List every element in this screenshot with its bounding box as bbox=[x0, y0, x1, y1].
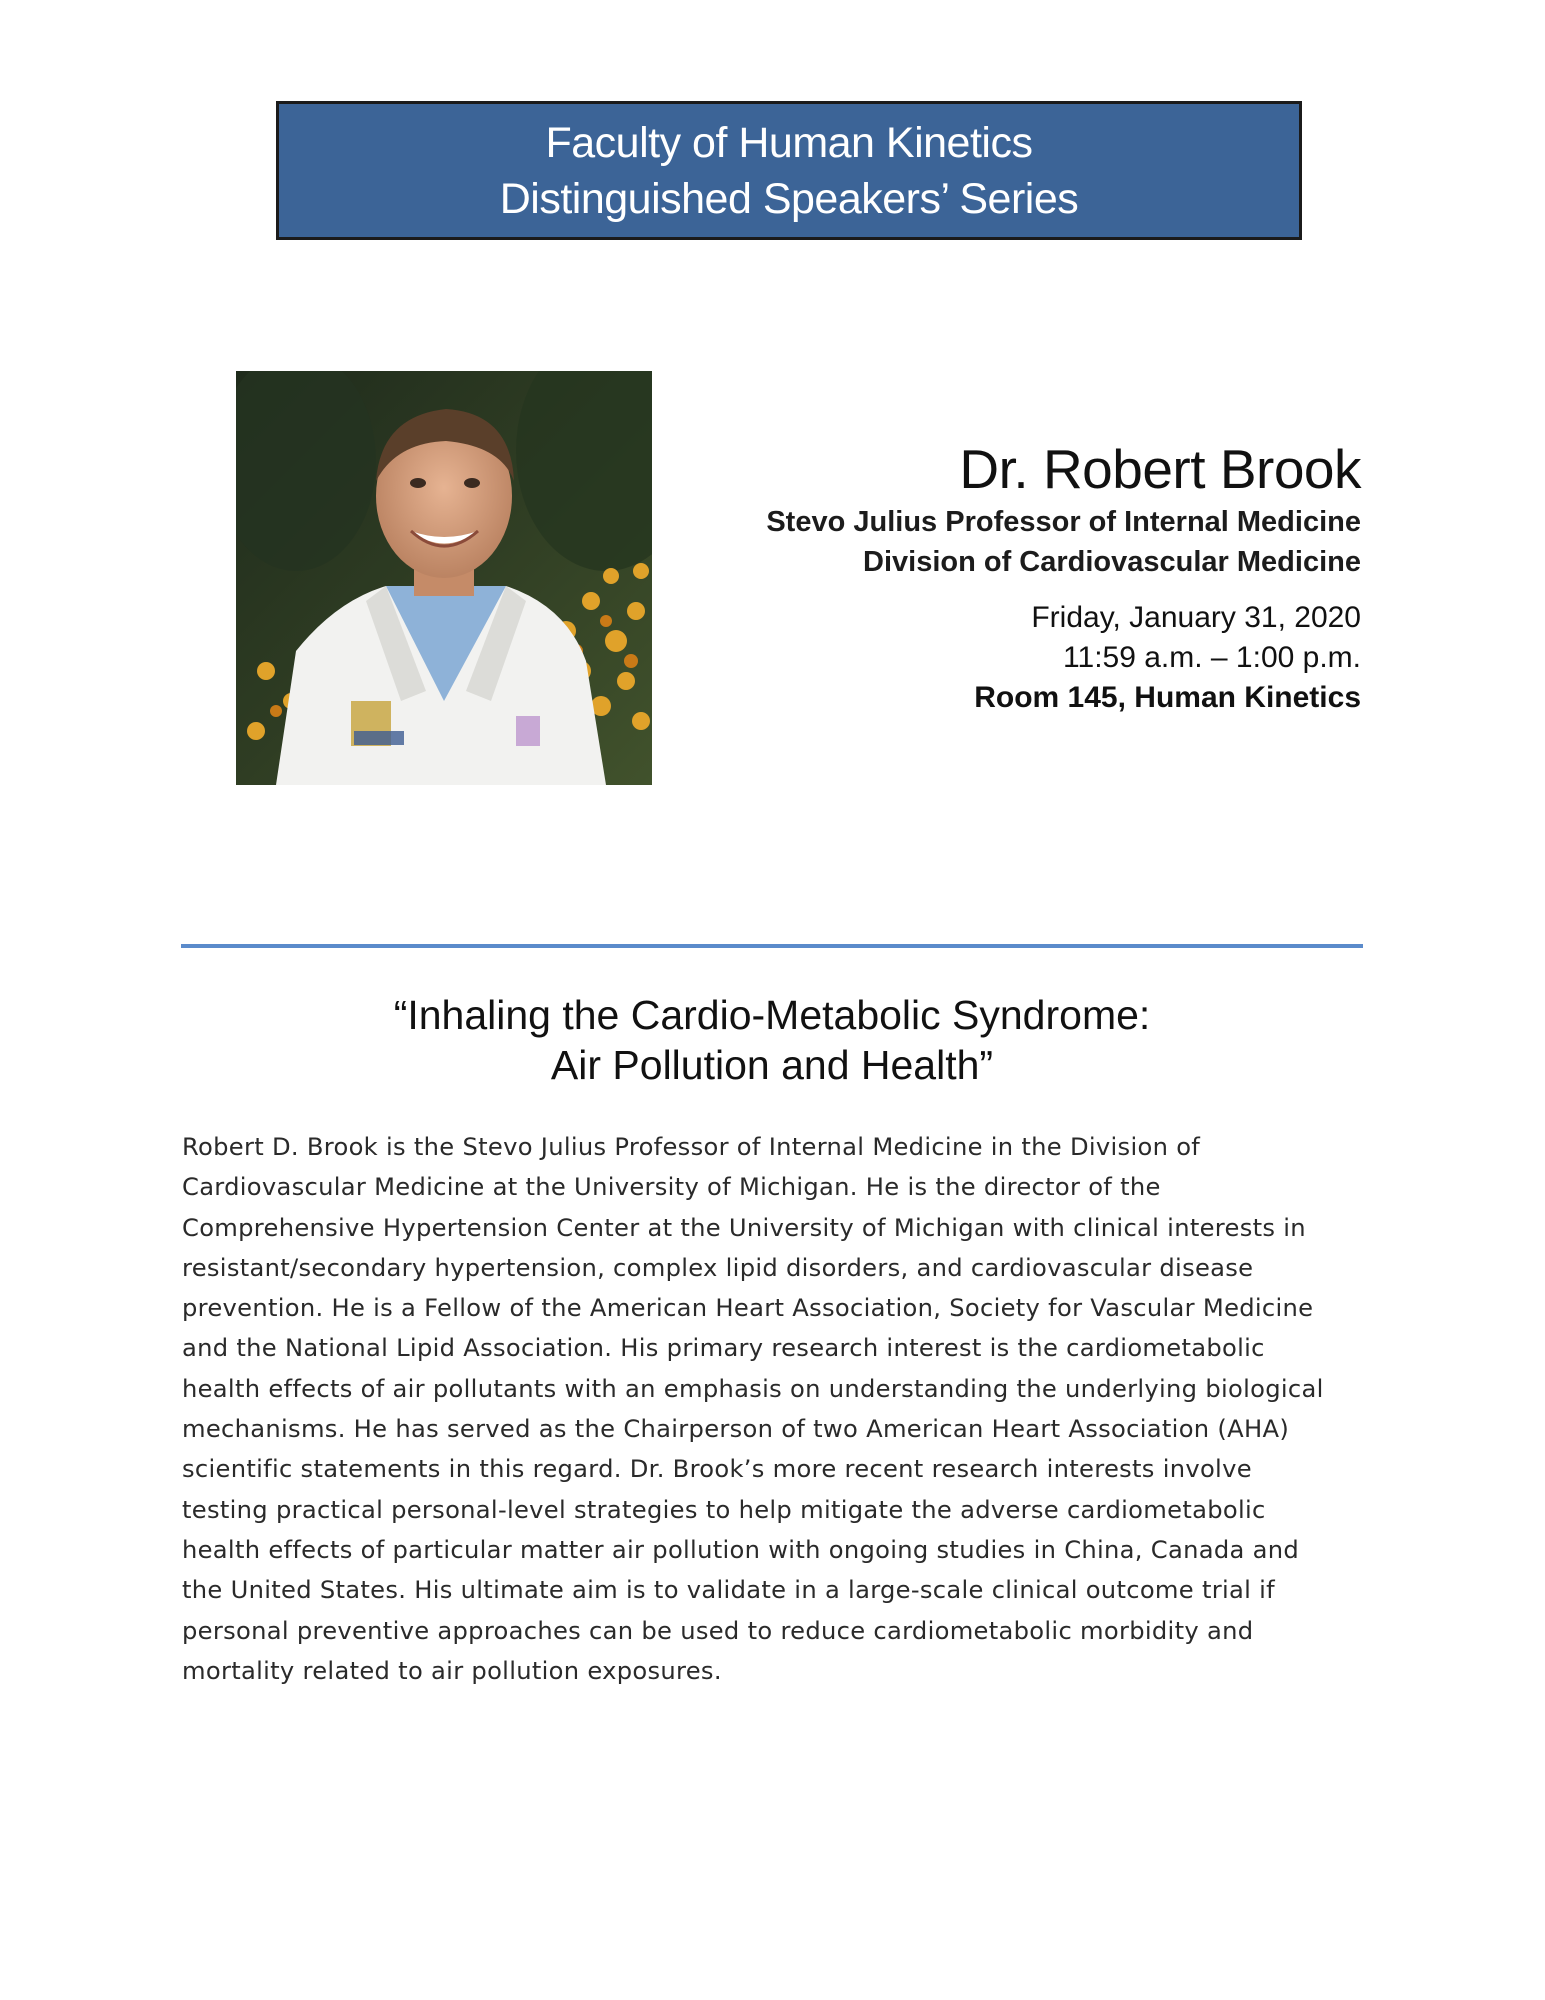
banner-line-2: Distinguished Speakers’ Series bbox=[499, 174, 1079, 223]
event-time: 11:59 a.m. – 1:00 p.m. bbox=[1063, 641, 1361, 674]
bio-line: the United States. His ultimate aim is to validate in a large-scale clinical outcome trial if bbox=[182, 1576, 1275, 1605]
bio-line: Cardiovascular Medicine at the University of Michigan. He is the director of the bbox=[182, 1173, 1161, 1202]
speaker-info bbox=[766, 436, 1361, 718]
bio-line: testing practical personal-level strategies to help mitigate the adverse cardiometabolic bbox=[182, 1495, 1266, 1524]
bio-line: and the National Lipid Association. His primary research interest is the cardiometabolic bbox=[182, 1334, 1265, 1363]
talk-title-line-2: Air Pollution and Health” bbox=[550, 1042, 994, 1088]
bio-line: scientific statements in this regard. Dr. Brook’s more recent research interests involve bbox=[182, 1455, 1252, 1484]
speaker-division: Division of Cardiovascular Medicine bbox=[863, 546, 1361, 578]
talk-title-line-1: “Inhaling the Cardio-Metabolic Syndrome: bbox=[393, 992, 1151, 1038]
speaker-title: Stevo Julius Professor of Internal Medicine bbox=[766, 506, 1361, 538]
talk-title bbox=[181, 990, 1363, 1090]
speaker-name: Dr. Robert Brook bbox=[959, 438, 1361, 500]
bio-line: prevention. He is a Fellow of the American Heart Association, Society for Vascular Medicine bbox=[182, 1294, 1314, 1323]
series-banner bbox=[276, 101, 1302, 240]
bio-line: health effects of air pollutants with an emphasis on understanding the underlying biological bbox=[182, 1374, 1324, 1403]
bio-line: personal preventive approaches can be used to reduce cardiometabolic morbidity and bbox=[182, 1616, 1254, 1645]
event-details bbox=[766, 598, 1361, 718]
bio-line: Comprehensive Hypertension Center at the University of Michigan with clinical interests in bbox=[182, 1213, 1306, 1242]
divider-rule bbox=[181, 944, 1363, 948]
speaker-bio bbox=[182, 1127, 1372, 1691]
bio-line: health effects of particular matter air pollution with ongoing studies in China, Canada and bbox=[182, 1535, 1300, 1564]
bio-line: resistant/secondary hypertension, complex lipid disorders, and cardiovascular disease bbox=[182, 1253, 1254, 1282]
banner-line-1: Faculty of Human Kinetics bbox=[545, 118, 1033, 167]
bio-line: mortality related to air pollution exposures. bbox=[182, 1656, 722, 1685]
event-room: Room 145, Human Kinetics bbox=[974, 681, 1361, 714]
bio-line: Robert D. Brook is the Stevo Julius Professor of Internal Medicine in the Division of bbox=[182, 1133, 1201, 1161]
event-date: Friday, January 31, 2020 bbox=[1031, 601, 1361, 634]
speaker-photo bbox=[236, 371, 652, 785]
bio-line: mechanisms. He has served as the Chairperson of two American Heart Association (AHA) bbox=[182, 1415, 1290, 1444]
